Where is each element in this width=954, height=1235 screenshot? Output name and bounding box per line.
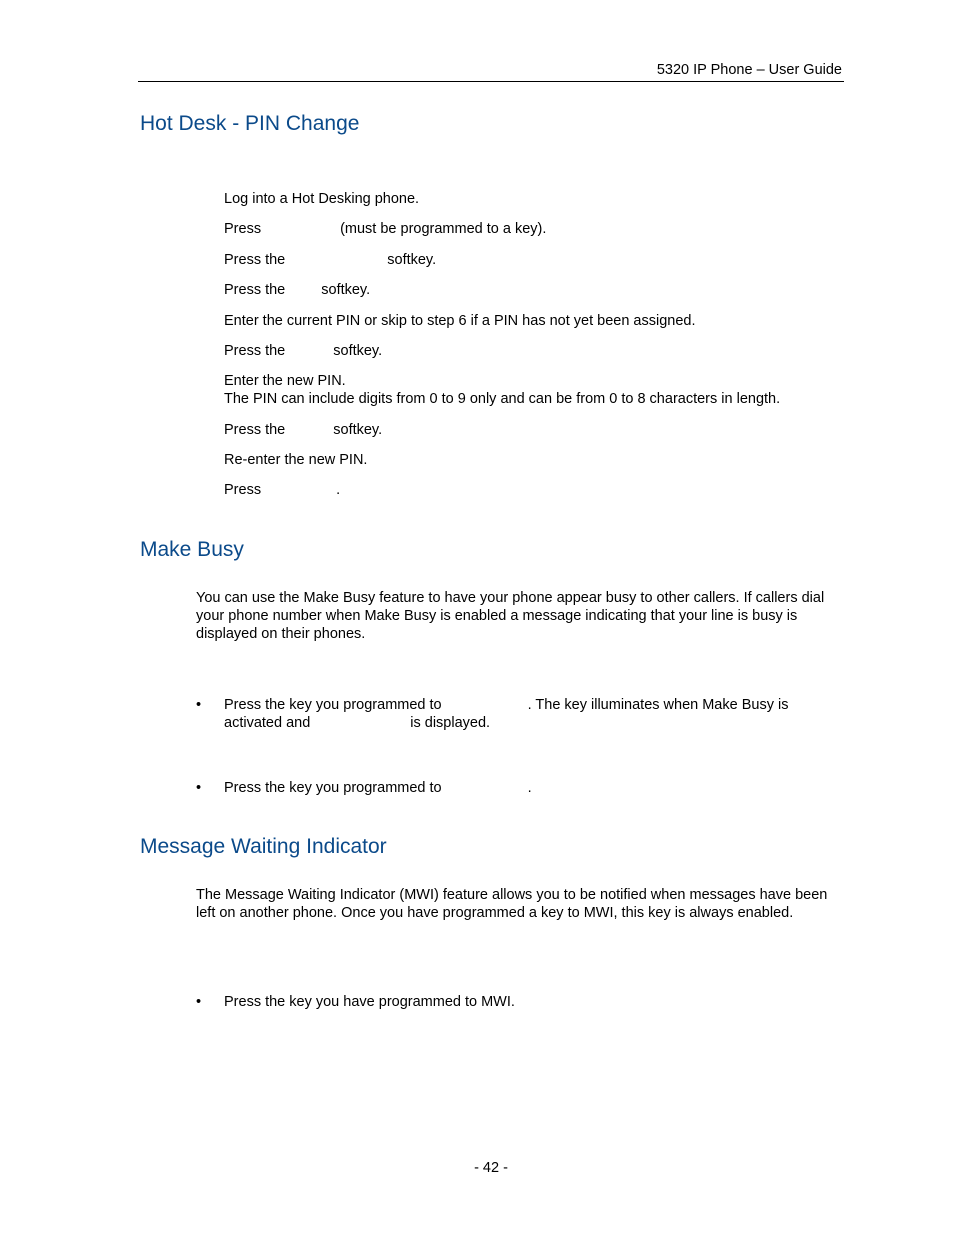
make-busy-enable-text-2: . The key illuminates when Make Busy is: [527, 697, 789, 713]
heading-make-busy: Make Busy: [140, 538, 244, 561]
step-4-after: softkey.: [321, 282, 371, 298]
step-4-before: Press the: [224, 282, 286, 298]
step-5: Enter the current PIN or skip to step 6 if a PIN has not yet been assigned.: [224, 313, 696, 329]
step-1: Log into a Hot Desking phone.: [224, 191, 420, 207]
header-rule: [138, 81, 844, 82]
step-2-after: (must be programmed to a key).: [340, 221, 547, 237]
step-10-before: Press: [224, 482, 262, 498]
make-busy-enable-text-3: activated and: [224, 715, 311, 731]
step-3-after: softkey.: [387, 252, 437, 268]
bullet-marker: •: [196, 994, 202, 1010]
step-10-after: .: [336, 482, 341, 498]
step-4: [224, 282, 370, 298]
page-number: - 42 -: [474, 1160, 508, 1176]
running-header: 5320 IP Phone – User Guide: [656, 62, 842, 78]
make-busy-enable-bullet: [224, 696, 844, 732]
step-7: Enter the new PIN.: [224, 373, 346, 389]
make-busy-enable-text-4: is displayed.: [410, 715, 491, 731]
mwi-bullet: Press the key you have programmed to MWI.: [224, 994, 515, 1010]
heading-message-waiting-indicator: Message Waiting Indicator: [140, 835, 387, 858]
step-8-before: Press the: [224, 422, 286, 438]
step-7-note: The PIN can include digits from 0 to 9 only and can be from 0 to 8 characters in length.: [224, 391, 781, 407]
mwi-intro: The Message Waiting Indicator (MWI) feature allows you to be notified when messages have been left on another phone. Once you have programmed a key to MWI, this key is always enabled.: [196, 887, 828, 921]
step-6-after: softkey.: [333, 343, 383, 359]
step-6: [224, 343, 382, 359]
step-8-after: softkey.: [333, 422, 383, 438]
step-3-before: Press the: [224, 252, 286, 268]
bullet-marker: •: [196, 780, 202, 796]
step-8: [224, 422, 382, 438]
step-2-before: Press: [224, 221, 262, 237]
make-busy-enable-text-1: Press the key you programmed to: [224, 697, 442, 713]
make-busy-disable-text-1: Press the key you programmed to: [224, 780, 442, 796]
step-10: [224, 482, 340, 498]
step-2: [224, 221, 546, 237]
make-busy-disable-bullet: [224, 779, 844, 797]
step-3: [224, 252, 436, 268]
bullet-marker: •: [196, 697, 202, 713]
step-9: Re-enter the new PIN.: [224, 452, 368, 468]
make-busy-disable-text-2: .: [527, 780, 532, 796]
heading-hot-desk-pin-change: Hot Desk - PIN Change: [140, 112, 360, 135]
make-busy-intro: You can use the Make Busy feature to have your phone appear busy to other callers. If callers dial your phone number when Make Busy is enabled a message indicating that your line is busy is displayed on their phones.: [196, 590, 825, 642]
step-6-before: Press the: [224, 343, 286, 359]
